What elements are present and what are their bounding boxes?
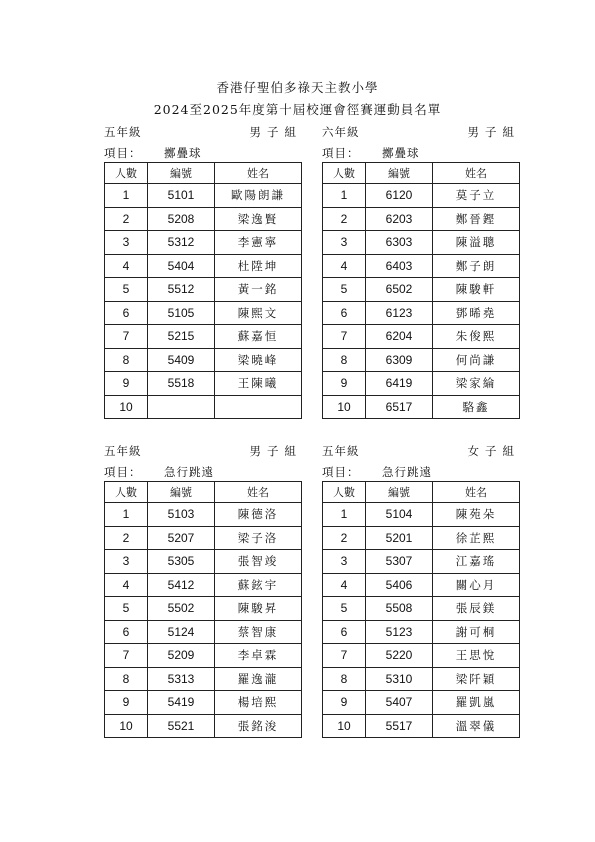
event-line bbox=[322, 145, 522, 162]
event-line bbox=[322, 464, 522, 481]
athlete-number: 5207 bbox=[148, 526, 215, 550]
table-row bbox=[105, 254, 302, 278]
row-count: 2 bbox=[105, 526, 148, 550]
block-header bbox=[322, 443, 522, 461]
athlete-number: 5517 bbox=[366, 714, 433, 738]
table-row bbox=[105, 348, 302, 372]
event-label: 項目： bbox=[104, 146, 142, 160]
roster-table bbox=[104, 481, 302, 738]
col-header-number: 編號 bbox=[148, 163, 215, 184]
block-header bbox=[104, 443, 304, 461]
athlete-name: 徐芷熙 bbox=[433, 526, 520, 550]
table-row bbox=[105, 526, 302, 550]
athlete-name: 關心月 bbox=[433, 573, 520, 597]
event-label: 項目： bbox=[322, 146, 360, 160]
event-name: 擲疊球 bbox=[164, 146, 202, 160]
row-count: 10 bbox=[323, 395, 366, 419]
athlete-number: 5105 bbox=[148, 301, 215, 325]
athlete-name: 鄭晉鏗 bbox=[433, 207, 520, 231]
athlete-name: 李憲寧 bbox=[215, 231, 302, 255]
roster-block bbox=[322, 443, 522, 738]
athlete-name: 鄧晞堯 bbox=[433, 301, 520, 325]
event-label: 項目： bbox=[104, 465, 142, 479]
athlete-name: 黃一銘 bbox=[215, 278, 302, 302]
row-count: 3 bbox=[323, 231, 366, 255]
col-header-count: 人數 bbox=[323, 163, 366, 184]
col-header-number: 編號 bbox=[366, 482, 433, 503]
athlete-number: 6502 bbox=[366, 278, 433, 302]
event-name: 急行跳遠 bbox=[164, 465, 214, 479]
row-count: 9 bbox=[105, 372, 148, 396]
athlete-name: 駱鑫 bbox=[433, 395, 520, 419]
table-row bbox=[323, 667, 520, 691]
grade-label: 六年級 bbox=[322, 125, 360, 139]
table-row bbox=[105, 503, 302, 527]
row-count: 6 bbox=[105, 620, 148, 644]
athlete-name: 李卓霖 bbox=[215, 644, 302, 668]
row-count: 1 bbox=[105, 503, 148, 527]
table-row bbox=[105, 395, 302, 419]
roster-block bbox=[104, 443, 304, 738]
table-row bbox=[323, 278, 520, 302]
athlete-number: 5215 bbox=[148, 325, 215, 349]
table-row bbox=[323, 691, 520, 715]
col-header-count: 人數 bbox=[323, 482, 366, 503]
athlete-name: 羅逸瀧 bbox=[215, 667, 302, 691]
athlete-number: 5406 bbox=[366, 573, 433, 597]
row-count: 1 bbox=[105, 184, 148, 208]
row-count: 8 bbox=[323, 667, 366, 691]
col-header-name: 姓名 bbox=[433, 163, 520, 184]
athlete-number: 5208 bbox=[148, 207, 215, 231]
athlete-number: 5307 bbox=[366, 550, 433, 574]
row-count: 7 bbox=[323, 644, 366, 668]
athlete-number: 5521 bbox=[148, 714, 215, 738]
table-row bbox=[105, 714, 302, 738]
row-count: 6 bbox=[323, 620, 366, 644]
athlete-number: 6309 bbox=[366, 348, 433, 372]
athlete-name: 梁逸賢 bbox=[215, 207, 302, 231]
table-row bbox=[105, 372, 302, 396]
row-count: 10 bbox=[323, 714, 366, 738]
table-row bbox=[105, 597, 302, 621]
athlete-number: 5312 bbox=[148, 231, 215, 255]
athlete-number: 5103 bbox=[148, 503, 215, 527]
athlete-number: 5407 bbox=[366, 691, 433, 715]
row-count: 4 bbox=[323, 254, 366, 278]
athlete-number: 5412 bbox=[148, 573, 215, 597]
row-count: 4 bbox=[105, 254, 148, 278]
athlete-number: 5209 bbox=[148, 644, 215, 668]
row-count: 6 bbox=[323, 301, 366, 325]
athlete-number: 5305 bbox=[148, 550, 215, 574]
table-row bbox=[323, 550, 520, 574]
athlete-number: 5310 bbox=[366, 667, 433, 691]
athlete-number: 5124 bbox=[148, 620, 215, 644]
athlete-name: 謝可桐 bbox=[433, 620, 520, 644]
athlete-name: 陳駿軒 bbox=[433, 278, 520, 302]
athlete-number: 5512 bbox=[148, 278, 215, 302]
row-count: 7 bbox=[105, 325, 148, 349]
athlete-number bbox=[148, 395, 215, 419]
table-row bbox=[323, 372, 520, 396]
table-row bbox=[323, 395, 520, 419]
athlete-name: 梁曉峰 bbox=[215, 348, 302, 372]
row-count: 4 bbox=[105, 573, 148, 597]
athlete-name: 張銘浚 bbox=[215, 714, 302, 738]
roster-table bbox=[322, 481, 520, 738]
table-row bbox=[323, 207, 520, 231]
table-row bbox=[323, 644, 520, 668]
athlete-number: 6123 bbox=[366, 301, 433, 325]
athlete-name: 蔡智康 bbox=[215, 620, 302, 644]
athlete-name: 蘇嘉恒 bbox=[215, 325, 302, 349]
roster-block bbox=[322, 124, 522, 419]
row-count: 4 bbox=[323, 573, 366, 597]
athlete-name: 羅凱嵐 bbox=[433, 691, 520, 715]
row-count: 7 bbox=[105, 644, 148, 668]
table-row bbox=[323, 573, 520, 597]
row-count: 2 bbox=[323, 207, 366, 231]
athlete-name: 杜陞坤 bbox=[215, 254, 302, 278]
document-title: 2024至2025年度第十屆校運會徑賽運動員名單 bbox=[153, 102, 442, 117]
table-row bbox=[323, 254, 520, 278]
table-row bbox=[323, 503, 520, 527]
athlete-number: 5409 bbox=[148, 348, 215, 372]
event-name: 急行跳遠 bbox=[382, 465, 432, 479]
col-header-name: 姓名 bbox=[215, 163, 302, 184]
table-row bbox=[323, 184, 520, 208]
athlete-name: 張辰鎂 bbox=[433, 597, 520, 621]
grade-label: 五年級 bbox=[104, 444, 142, 458]
table-row bbox=[105, 691, 302, 715]
table-header-row bbox=[323, 163, 520, 184]
athlete-name: 陳溢聰 bbox=[433, 231, 520, 255]
athlete-name: 蘇鉉宇 bbox=[215, 573, 302, 597]
athlete-number: 6203 bbox=[366, 207, 433, 231]
table-row bbox=[323, 325, 520, 349]
athlete-name: 何尚謙 bbox=[433, 348, 520, 372]
table-row bbox=[105, 207, 302, 231]
col-header-name: 姓名 bbox=[433, 482, 520, 503]
roster-block bbox=[104, 124, 304, 419]
athlete-name: 江嘉瑤 bbox=[433, 550, 520, 574]
athlete-name: 梁子洛 bbox=[215, 526, 302, 550]
table-header-row bbox=[105, 482, 302, 503]
col-header-number: 編號 bbox=[148, 482, 215, 503]
event-line bbox=[104, 464, 304, 481]
athlete-number: 5123 bbox=[366, 620, 433, 644]
table-row bbox=[105, 301, 302, 325]
athlete-name: 歐陽朗謙 bbox=[215, 184, 302, 208]
row-count: 9 bbox=[323, 372, 366, 396]
row-count: 10 bbox=[105, 714, 148, 738]
athlete-number: 6204 bbox=[366, 325, 433, 349]
table-header-row bbox=[105, 163, 302, 184]
athlete-number: 6120 bbox=[366, 184, 433, 208]
table-row bbox=[323, 714, 520, 738]
row-count: 1 bbox=[323, 184, 366, 208]
col-header-number: 編號 bbox=[366, 163, 433, 184]
roster-table bbox=[322, 162, 520, 419]
row-count: 2 bbox=[323, 526, 366, 550]
athlete-number: 5201 bbox=[366, 526, 433, 550]
col-header-count: 人數 bbox=[105, 163, 148, 184]
grade-label: 五年級 bbox=[104, 125, 142, 139]
table-row bbox=[105, 278, 302, 302]
athlete-name: 王思悅 bbox=[433, 644, 520, 668]
col-header-count: 人數 bbox=[105, 482, 148, 503]
athlete-number: 5419 bbox=[148, 691, 215, 715]
row-count: 3 bbox=[105, 231, 148, 255]
row-count: 8 bbox=[105, 348, 148, 372]
table-row bbox=[105, 644, 302, 668]
athlete-number: 5104 bbox=[366, 503, 433, 527]
event-name: 擲疊球 bbox=[382, 146, 420, 160]
row-count: 5 bbox=[323, 597, 366, 621]
table-header-row bbox=[323, 482, 520, 503]
athlete-number: 6403 bbox=[366, 254, 433, 278]
event-label: 項目： bbox=[322, 465, 360, 479]
table-row bbox=[323, 301, 520, 325]
block-header bbox=[104, 124, 304, 142]
athlete-name: 朱俊熙 bbox=[433, 325, 520, 349]
table-row bbox=[323, 597, 520, 621]
group-label: 男子組 bbox=[467, 125, 520, 139]
row-count: 3 bbox=[323, 550, 366, 574]
table-row bbox=[105, 184, 302, 208]
table-row bbox=[105, 620, 302, 644]
athlete-number: 5508 bbox=[366, 597, 433, 621]
row-count: 6 bbox=[105, 301, 148, 325]
row-count: 9 bbox=[323, 691, 366, 715]
athlete-number: 5502 bbox=[148, 597, 215, 621]
athlete-number: 5220 bbox=[366, 644, 433, 668]
athlete-name: 梁家綸 bbox=[433, 372, 520, 396]
row-count: 8 bbox=[323, 348, 366, 372]
group-label: 男子組 bbox=[249, 444, 302, 458]
table-row bbox=[105, 573, 302, 597]
athlete-name: 陳熙文 bbox=[215, 301, 302, 325]
table-row bbox=[323, 231, 520, 255]
col-header-name: 姓名 bbox=[215, 482, 302, 503]
athlete-name: 莫子立 bbox=[433, 184, 520, 208]
row-count: 1 bbox=[323, 503, 366, 527]
event-line bbox=[104, 145, 304, 162]
athlete-name: 張智竣 bbox=[215, 550, 302, 574]
row-count: 5 bbox=[323, 278, 366, 302]
athlete-name: 王陳曦 bbox=[215, 372, 302, 396]
table-row bbox=[323, 348, 520, 372]
row-count: 9 bbox=[105, 691, 148, 715]
table-row bbox=[105, 667, 302, 691]
table-row bbox=[323, 526, 520, 550]
athlete-number: 6517 bbox=[366, 395, 433, 419]
athlete-number: 6419 bbox=[366, 372, 433, 396]
athlete-number: 5313 bbox=[148, 667, 215, 691]
athlete-number: 5518 bbox=[148, 372, 215, 396]
roster-table bbox=[104, 162, 302, 419]
row-count: 5 bbox=[105, 278, 148, 302]
athlete-name: 楊培熙 bbox=[215, 691, 302, 715]
table-row bbox=[105, 231, 302, 255]
row-count: 10 bbox=[105, 395, 148, 419]
row-count: 5 bbox=[105, 597, 148, 621]
athlete-number: 5404 bbox=[148, 254, 215, 278]
athlete-name: 陳德洛 bbox=[215, 503, 302, 527]
athlete-name: 陳駿昇 bbox=[215, 597, 302, 621]
school-name: 香港仔聖伯多祿天主教小學 bbox=[216, 80, 379, 95]
table-row bbox=[105, 325, 302, 349]
group-label: 男子組 bbox=[249, 125, 302, 139]
row-count: 8 bbox=[105, 667, 148, 691]
group-label: 女子組 bbox=[467, 444, 520, 458]
athlete-name: 梁阡穎 bbox=[433, 667, 520, 691]
athlete-name bbox=[215, 395, 302, 419]
athlete-number: 5101 bbox=[148, 184, 215, 208]
block-header bbox=[322, 124, 522, 142]
grade-label: 五年級 bbox=[322, 444, 360, 458]
athlete-name: 溫翠儀 bbox=[433, 714, 520, 738]
table-row bbox=[323, 620, 520, 644]
row-count: 7 bbox=[323, 325, 366, 349]
athlete-number: 6303 bbox=[366, 231, 433, 255]
row-count: 2 bbox=[105, 207, 148, 231]
row-count: 3 bbox=[105, 550, 148, 574]
athlete-name: 陳苑朵 bbox=[433, 503, 520, 527]
table-row bbox=[105, 550, 302, 574]
athlete-name: 鄭子朗 bbox=[433, 254, 520, 278]
